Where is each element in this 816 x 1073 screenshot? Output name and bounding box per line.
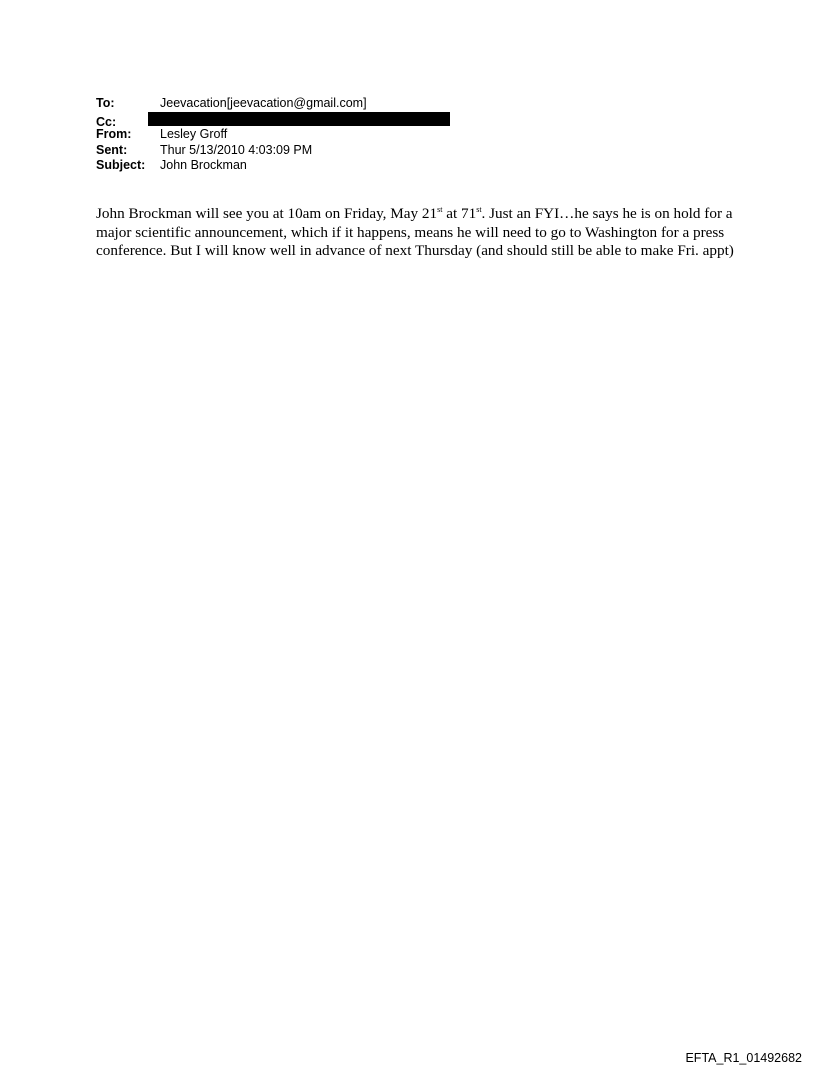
from-label: From: <box>96 127 132 141</box>
cc-row <box>96 112 450 128</box>
sent-label: Sent: <box>96 142 128 157</box>
subject-row <box>96 158 450 174</box>
email-body <box>96 205 736 261</box>
to-row <box>96 96 450 112</box>
cc-redaction-bar <box>148 112 450 126</box>
to-label: To: <box>96 96 115 110</box>
subject-label: Subject: <box>96 158 146 172</box>
body-text-part-3: . Just an FYI…he says he is on hold for a major scientific announcement, which if it happens, means he will need to go to Washington for a press conference. But I will know well in advance of next Thursday (and should still be able to make Fri. appt) <box>96 205 734 260</box>
cc-label: Cc: <box>96 114 117 129</box>
to-value: Jeevacation[jeevacation@gmail.com] <box>160 96 367 110</box>
subject-value: John Brockman <box>160 158 247 172</box>
from-value: Lesley Groff <box>160 127 228 141</box>
body-text-part-1: John Brockman will see you at 10am on Friday, May 21 <box>96 205 438 222</box>
body-text-part-2: at 71 <box>442 205 477 222</box>
sent-row <box>96 143 450 159</box>
ordinal-suffix-1: st <box>437 205 443 214</box>
document-id: EFTA_R1_01492682 <box>685 1051 802 1065</box>
ordinal-suffix-2: st <box>476 205 482 214</box>
sent-value: Thur 5/13/2010 4:03:09 PM <box>160 142 313 157</box>
from-row <box>96 127 450 143</box>
email-header <box>96 96 450 174</box>
